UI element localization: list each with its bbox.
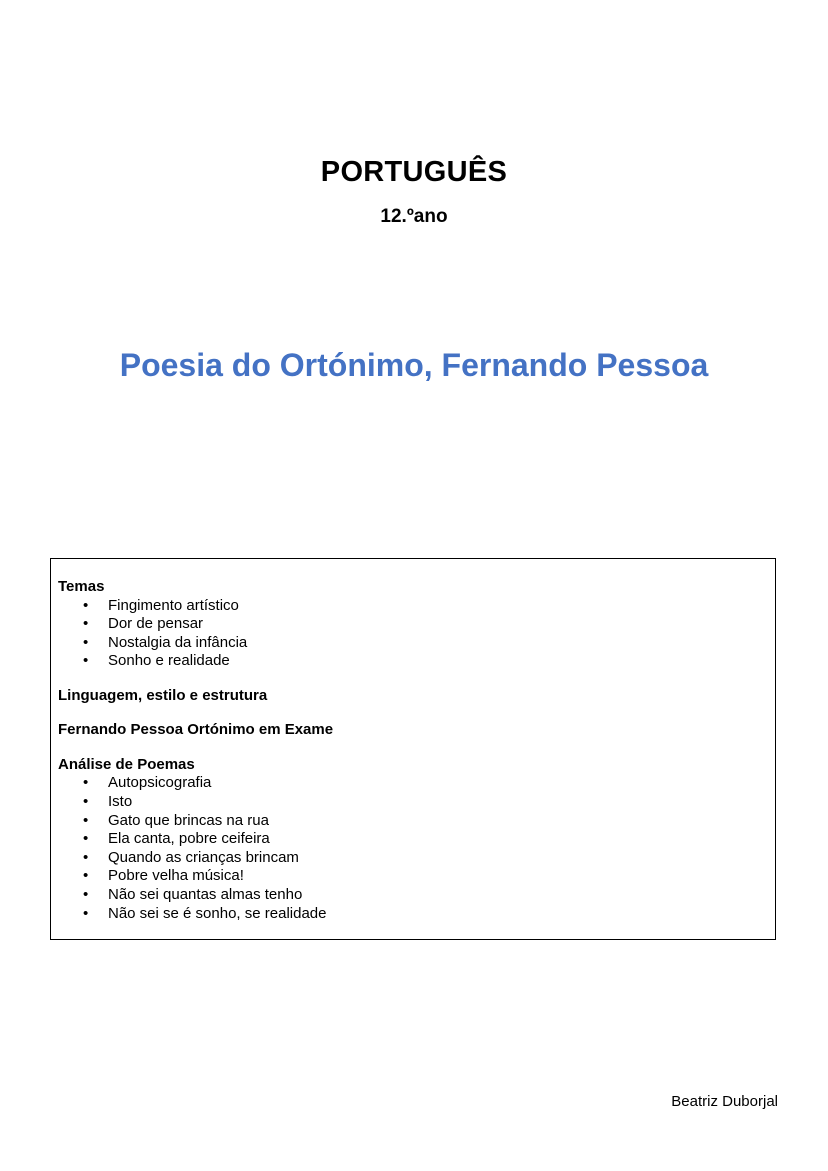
list-item-text: Não sei quantas almas tenho xyxy=(108,885,303,903)
list-item-text: Gato que brincas na rua xyxy=(108,811,269,829)
list-item xyxy=(58,812,775,831)
bullet-icon: • xyxy=(83,904,89,922)
bullet-icon: • xyxy=(83,615,89,633)
list-item xyxy=(58,830,775,849)
bullet-icon: • xyxy=(83,830,89,848)
section-analise xyxy=(58,756,775,923)
list-item-text: Dor de pensar xyxy=(108,615,204,633)
bullet-icon: • xyxy=(83,652,89,670)
section-list xyxy=(58,597,775,671)
list-item-text: Fingimento artístico xyxy=(108,596,239,614)
section-heading: Fernando Pessoa Ortónimo em Exame xyxy=(58,721,334,739)
list-item xyxy=(58,597,775,616)
bullet-icon: • xyxy=(83,811,89,829)
list-item-text: Ela canta, pobre ceifeira xyxy=(108,830,270,848)
document-title: Poesia do Ortónimo, Fernando Pessoa xyxy=(119,347,709,383)
subject-heading: PORTUGUÊS xyxy=(320,156,508,188)
section-heading: Análise de Poemas xyxy=(58,755,195,773)
bullet-icon: • xyxy=(83,633,89,651)
section-temas xyxy=(58,578,775,671)
list-item xyxy=(58,615,775,634)
list-item xyxy=(58,793,775,812)
list-item xyxy=(58,905,775,924)
bullet-icon: • xyxy=(83,774,89,792)
list-item-text: Não sei se é sonho, se realidade xyxy=(108,904,327,922)
grade-label: 12.ºano xyxy=(380,206,448,227)
bullet-icon: • xyxy=(83,848,89,866)
section-exame xyxy=(58,721,775,740)
list-item-text: Isto xyxy=(108,792,133,810)
section-heading: Temas xyxy=(58,578,105,595)
bullet-icon: • xyxy=(83,867,89,885)
author-name: Beatriz Duborjal xyxy=(671,1093,778,1110)
list-item xyxy=(58,867,775,886)
list-item-text: Autopsicografia xyxy=(108,774,212,792)
contents-box xyxy=(50,558,776,940)
list-item xyxy=(58,652,775,671)
list-item-text: Pobre velha música! xyxy=(108,867,244,885)
list-item-text: Nostalgia da infância xyxy=(108,633,248,651)
bullet-icon: • xyxy=(83,596,89,614)
section-heading: Linguagem, estilo e estrutura xyxy=(58,686,268,704)
list-item xyxy=(58,774,775,793)
section-list xyxy=(58,774,775,923)
list-item-text: Sonho e realidade xyxy=(108,652,230,670)
list-item xyxy=(58,634,775,653)
bullet-icon: • xyxy=(83,885,89,903)
list-item xyxy=(58,849,775,868)
bullet-icon: • xyxy=(83,792,89,810)
list-item-text: Quando as crianças brincam xyxy=(108,848,299,866)
section-linguagem xyxy=(58,687,775,706)
list-item xyxy=(58,886,775,905)
